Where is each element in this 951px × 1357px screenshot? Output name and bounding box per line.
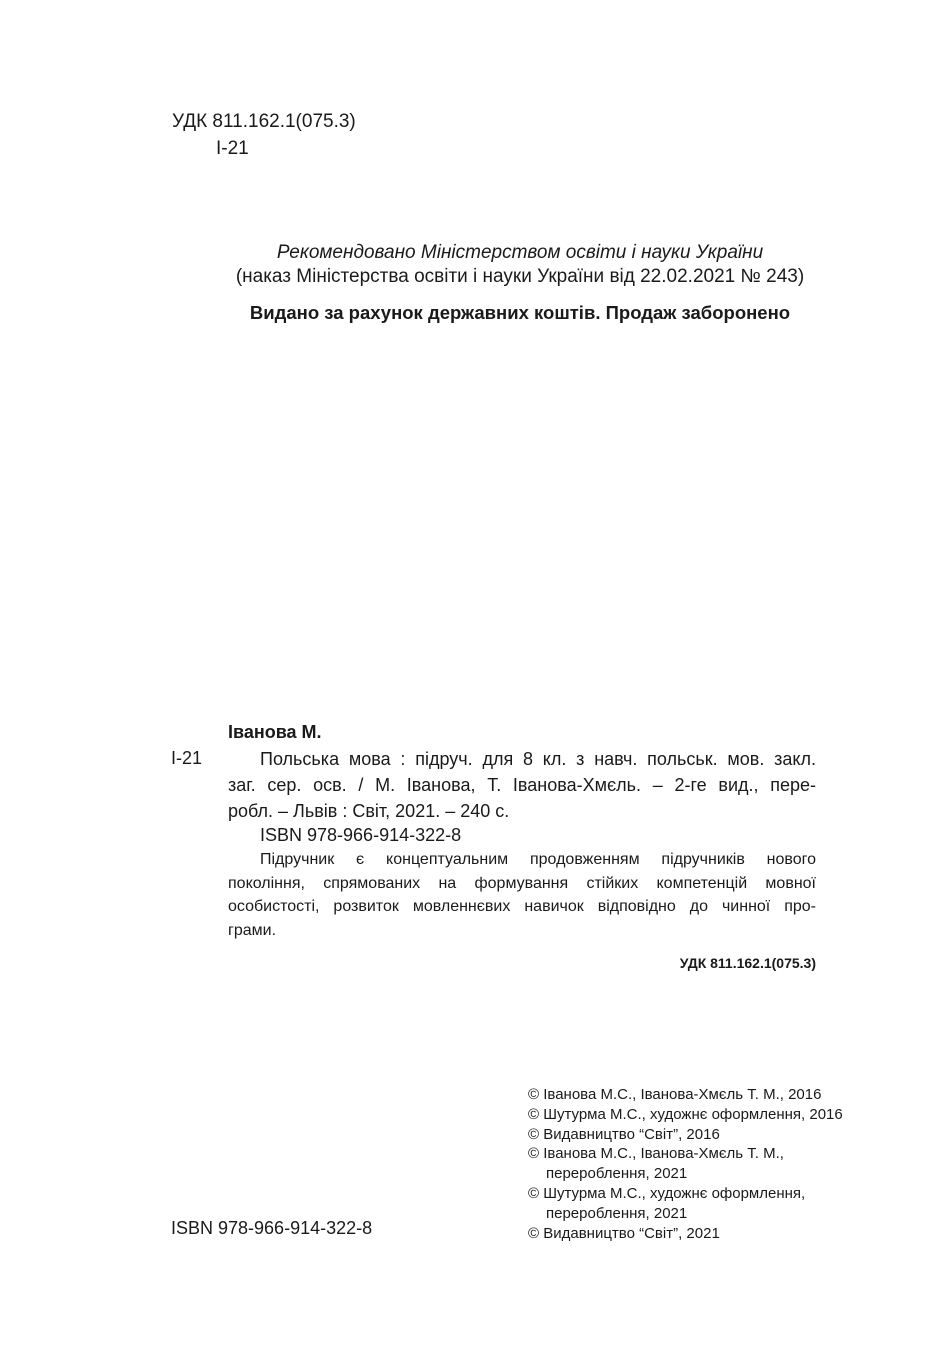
author-name: Іванова М. (228, 722, 322, 742)
copyright-line: © Іванова М.С., Іванова-Хмєль Т. М., (528, 1145, 784, 1163)
copyright-line: © Видавництво “Світ”, 2021 (528, 1224, 720, 1242)
bibliography-index: І-21 (171, 748, 203, 768)
isbn-footer: ISBN 978-966-914-322-8 (171, 1218, 373, 1238)
annotation-line: покоління, спрямованих на формування стійких компетенцій мовної (228, 874, 816, 892)
bibliographic-description (228, 746, 816, 824)
copyright-line: © Шутурма М.С., художнє оформлення, 2016 (528, 1105, 843, 1123)
copyright-line: перероблення, 2021 (546, 1204, 688, 1222)
copyright-line: перероблення, 2021 (546, 1165, 688, 1183)
copyright-block (528, 1085, 843, 1243)
copyright-line: © Шутурма М.С., художнє оформлення, (528, 1184, 806, 1202)
bibliography-line: робл. – Львів : Світ, 2021. – 240 с. (228, 801, 510, 821)
copyright-line: © Іванова М.С., Іванова-Хмєль Т. М., 2016 (528, 1086, 822, 1103)
isbn-description: ISBN 978-966-914-322-8 (260, 825, 462, 845)
bibliography-line: Польська мова : підруч. для 8 кл. з навч. польськ. мов. закл. (260, 749, 816, 769)
annotation-line: особистості, розвиток мовленнєвих навичок відповідно до чинної про- (228, 898, 816, 915)
copyright-line: © Видавництво “Світ”, 2016 (528, 1125, 720, 1143)
annotation-line: грами. (228, 921, 277, 939)
recommendation-line: Рекомендовано Міністерством освіти і науки України (276, 242, 764, 263)
annotation-line: Підручник є концептуальним продовженням підручників нового (260, 851, 816, 868)
annotation (228, 848, 816, 942)
author-index: І-21 (216, 138, 249, 159)
ministry-order-line: (наказ Міністерства освіти і науки України від 22.02.2021 № 243) (235, 266, 805, 287)
udk-footer-code: УДК 811.162.1(075.3) (679, 955, 816, 971)
udk-code: УДК 811.162.1(075.3) (172, 111, 356, 132)
bibliography-line: заг. сер. осв. / М. Іванова, Т. Іванова-Хмєль. – 2-ге вид., пере- (228, 775, 816, 795)
state-funded-notice: Видано за рахунок державних коштів. Продаж заборонено (249, 302, 791, 323)
udk-header (172, 108, 356, 162)
